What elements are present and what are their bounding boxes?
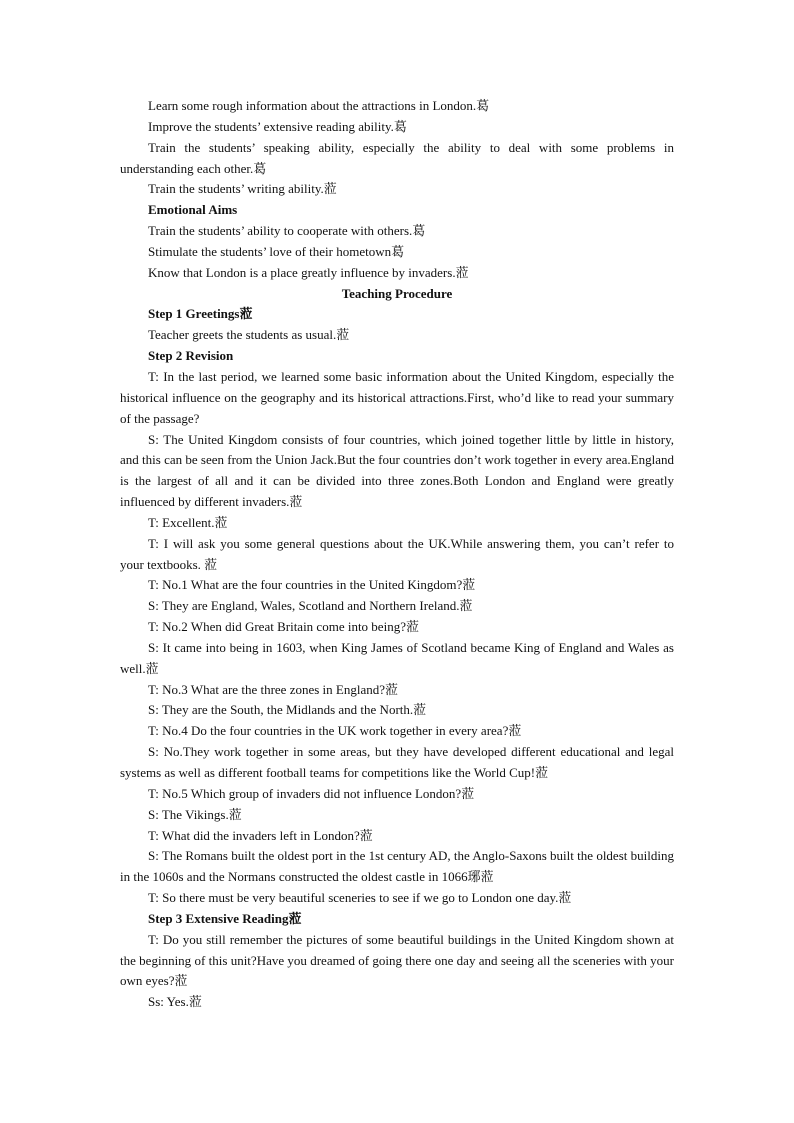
aim-writing-ability: Train the students’ writing ability.蒞 [148, 181, 337, 197]
heading-emotional-aims: Emotional Aims [148, 202, 238, 218]
heading-teaching-procedure: Teaching Procedure [341, 285, 453, 301]
dialogue-line: T: No.5 Which group of invaders did not influence London?蒞 [148, 785, 475, 801]
dialogue-line: T: No.4 Do the four countries in the UK work together in every area?蒞 [148, 723, 522, 739]
dialogue-line: T: No.3 What are the three zones in England?蒞 [148, 681, 398, 697]
aim-rough-information: Learn some rough information about the attractions in London.葛 [148, 98, 490, 113]
dialogue-line: T: What did the invaders left in London?蒞 [148, 827, 373, 843]
heading-step-2: Step 2 Revision [148, 348, 234, 364]
document-body [120, 96, 674, 1013]
dialogue-line: T: Do you still remember the pictures of some beautiful buildings in the United Kingdom shown at the beginning of this unit?Have you dreamed of going there one day and seeing all the sceneries with your own eyes?蒞 [120, 931, 674, 989]
heading-step-1: Step 1 Greetings蒞 [148, 306, 253, 322]
aim-love-hometown: Stimulate the students’ love of their hometown葛 [148, 243, 405, 259]
aim-extensive-reading: Improve the students’ extensive reading ability.葛 [148, 118, 407, 134]
aim-london-invaders: Know that London is a place greatly influence by invaders.蒞 [148, 264, 469, 280]
dialogue-line: S: The Vikings.蒞 [148, 806, 242, 822]
heading-step-3: Step 3 Extensive Reading蒞 [148, 910, 302, 926]
dialogue-line: T: In the last period, we learned some basic information about the United Kingdom, especially the historical influence on the geography and its historical attractions.First, who’d like to read your summary of the passage? [120, 368, 674, 426]
dialogue-line: T: I will ask you some general questions about the UK.While answering them, you can’t refer to your textbooks. 蒞 [120, 535, 674, 572]
dialogue-line: T: No.2 When did Great Britain come into being?蒞 [148, 619, 419, 635]
dialogue-line: T: Excellent.蒞 [148, 514, 228, 530]
dialogue-line: S: They are England, Wales, Scotland and Northern Ireland.蒞 [148, 598, 473, 614]
aim-cooperate: Train the students’ ability to cooperate with others.葛 [148, 223, 426, 239]
dialogue-line: S: No.They work together in some areas, but they have developed different educational and legal systems as well as different football teams for competitions like the World Cup!蒞 [120, 744, 674, 780]
step-1-text: Teacher greets the students as usual.蒞 [148, 327, 350, 343]
dialogue-line: S: The United Kingdom consists of four countries, which joined together little by little in history, and this can be seen from the Union Jack.But the four countries don’t work together in every area.England is the largest of all and it can be divided into three zones.Both London and England were greatly influenced by different invaders.蒞 [120, 431, 674, 510]
dialogue-line: T: So there must be very beautiful sceneries to see if we go to London one day.蒞 [148, 890, 572, 906]
dialogue-line: S: The Romans built the oldest port in the 1st century AD, the Anglo-Saxons built the oldest building in the 1060s and the Normans constructed the oldest castle in 1066琊蒞 [120, 848, 674, 885]
aim-speaking-ability: Train the students’ speaking ability, especially the ability to deal with some problems in understanding each other.葛 [120, 139, 674, 176]
dialogue-line: T: No.1 What are the four countries in the United Kingdom?蒞 [148, 577, 476, 593]
dialogue-line: Ss: Yes.蒞 [148, 994, 202, 1010]
dialogue-line: S: It came into being in 1603, when King James of Scotland became King of England and Wales as well.蒞 [120, 639, 674, 676]
dialogue-line: S: They are the South, the Midlands and the North.蒞 [148, 702, 427, 718]
